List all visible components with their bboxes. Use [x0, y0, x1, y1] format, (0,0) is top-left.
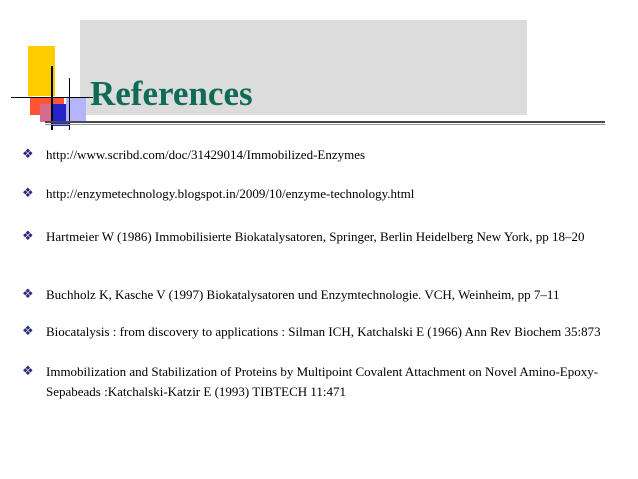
title-underline	[45, 121, 605, 123]
diamond-bullet-icon: ❖	[22, 147, 34, 162]
diamond-bullet-icon: ❖	[22, 324, 34, 339]
reference-text: Biocatalysis : from discovery to applications : Silman ICH, Katchalski E (1966) Ann Rev Biochem 35:873	[46, 324, 601, 339]
reference-text: http://enzymetechnology.blogspot.in/2009/10/enzyme-technology.html	[46, 186, 415, 201]
slide-title: References	[90, 74, 253, 113]
decorative-horizontal-line	[11, 97, 93, 98]
reference-text: http://www.scribd.com/doc/31429014/Immobilized-Enzymes	[46, 147, 366, 162]
diamond-bullet-icon: ❖	[22, 186, 34, 201]
diamond-bullet-icon: ❖	[22, 364, 34, 379]
reference-text: Hartmeier W (1986) Immobilisierte Biokatalysatoren, Springer, Berlin Heidelberg New York, pp 18–20	[46, 229, 585, 244]
reference-text: Buchholz K, Kasche V (1997) Biokatalysatoren und Enzymtechnologie. VCH, Weinheim, pp 7–11	[46, 287, 560, 302]
diamond-bullet-icon: ❖	[22, 229, 34, 244]
diamond-bullet-icon: ❖	[22, 287, 34, 302]
title-underline-shadow	[45, 124, 605, 125]
reference-text: Immobilization and Stabilization of Proteins by Multipoint Covalent Attachment on Novel Amino-Epoxy-Sepabeads :Katchalski-Katzir E (1993) TIBTECH 11:471	[46, 364, 599, 399]
